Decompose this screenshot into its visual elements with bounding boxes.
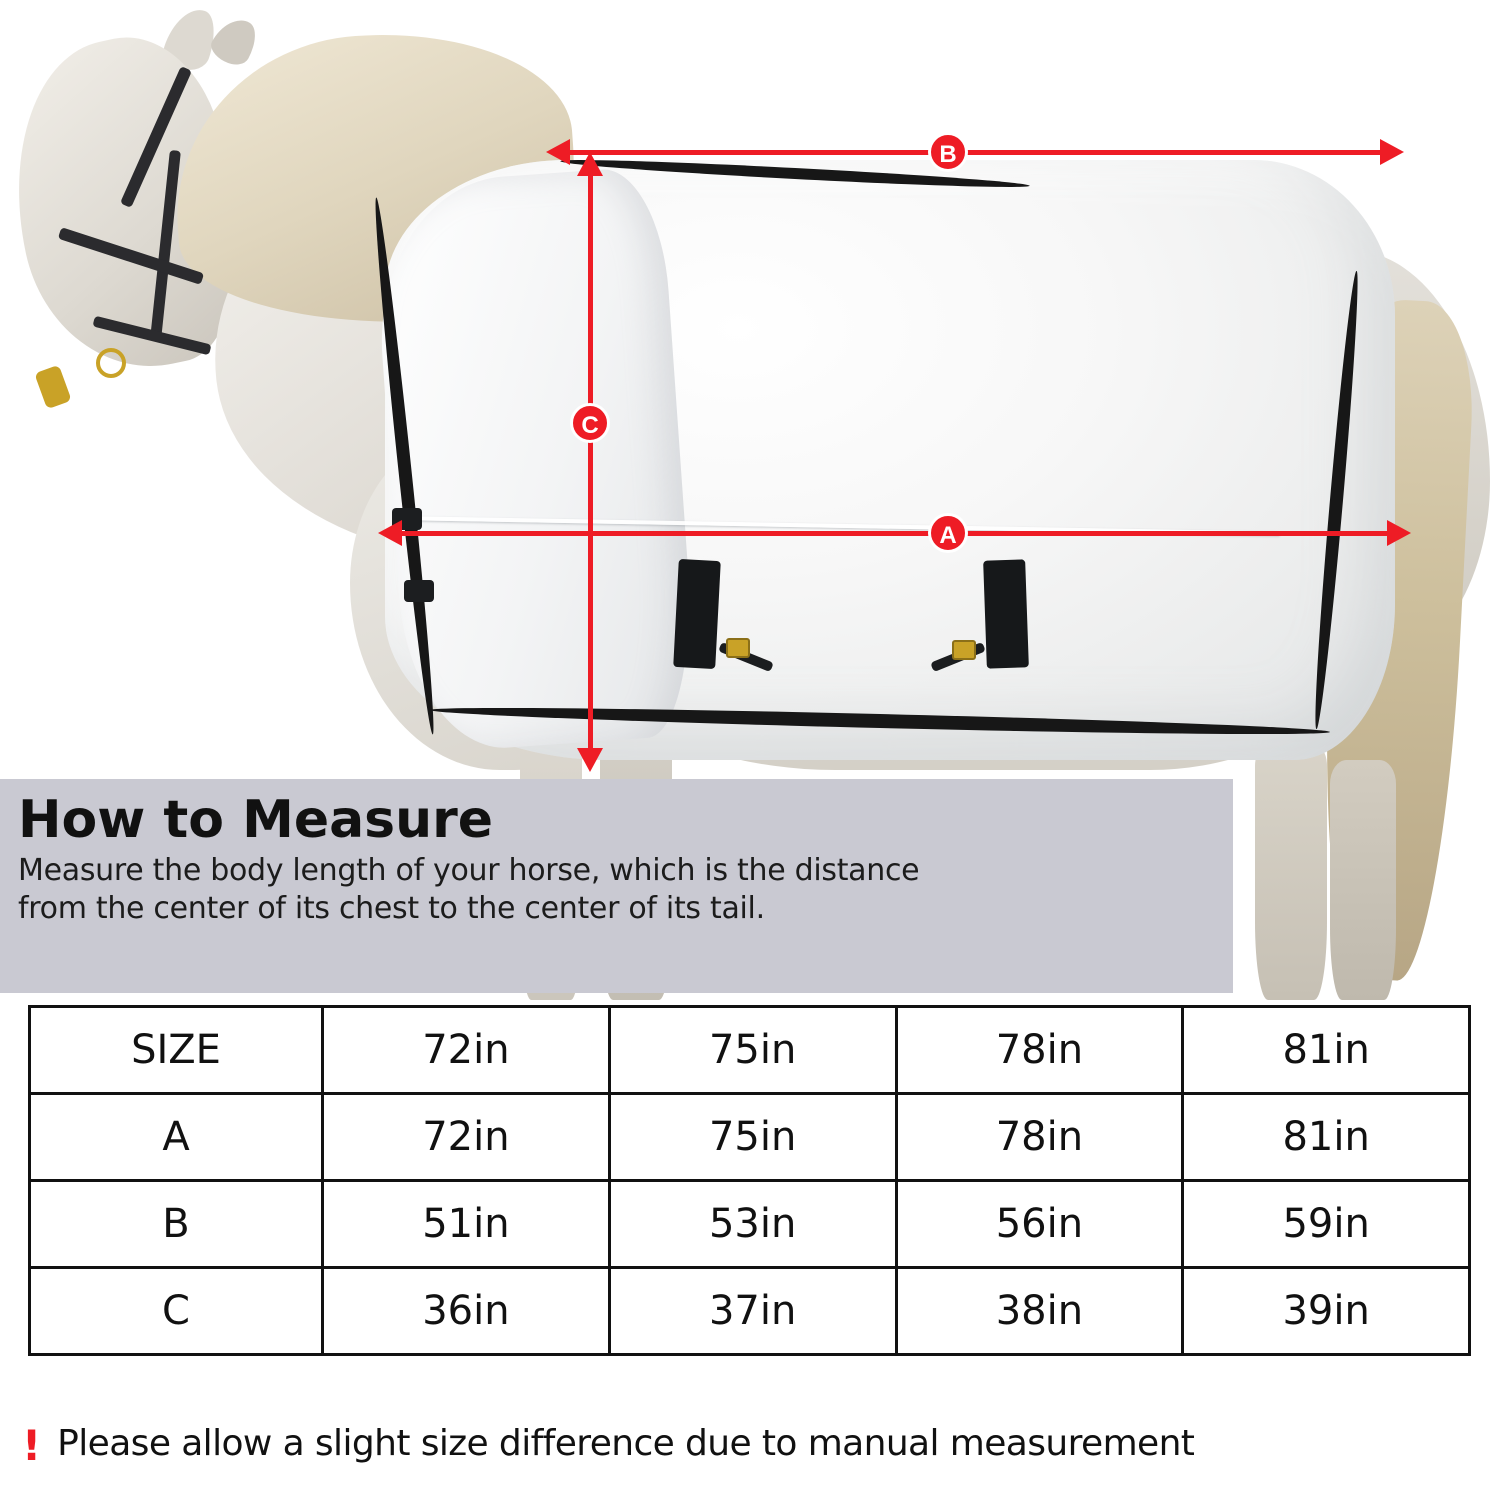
measure-line-a [402,531,1387,536]
table-cell: 75in [609,1094,896,1181]
table-cell: 78in [896,1094,1183,1181]
table-cell: 53in [609,1181,896,1268]
belly-strap [983,559,1029,668]
halter-ring-icon [96,348,126,378]
table-cell: 72in [323,1094,610,1181]
table-cell: 37in [609,1268,896,1355]
how-to-measure-line-2: from the center of its chest to the center of its tail. [18,890,765,926]
table-cell: 78in [896,1007,1183,1094]
disclaimer-text: Please allow a slight size difference due to manual measurement [57,1423,1195,1464]
measure-badge-a: A [928,513,968,553]
table-cell: 72in [323,1007,610,1094]
measure-line-c [588,175,593,750]
table-row [30,1181,1470,1268]
table-cell: 59in [1183,1181,1470,1268]
measure-arrow-a-left [378,520,402,546]
belly-strap [673,559,721,669]
how-to-measure-title: How to Measure [18,790,494,850]
table-row [30,1094,1470,1181]
measure-arrow-c-down [577,748,603,772]
disclaimer-note [22,1421,1482,1470]
measure-arrow-c-up [577,152,603,176]
horse-hind-leg [1255,740,1327,1000]
table-cell: 81in [1183,1094,1470,1181]
measure-arrow-b-right [1380,139,1404,165]
measure-line-b [570,150,1380,155]
measure-badge-b: B [928,132,968,172]
measure-arrow-b-left [546,139,570,165]
size-chart-table [28,1005,1471,1356]
measure-arrow-a-right [1387,520,1411,546]
how-to-measure-banner [0,779,1233,993]
how-to-measure-line-1: Measure the body length of your horse, which is the distance [18,852,920,888]
lead-clip-icon [34,365,71,410]
exclamation-icon: ! [22,1421,42,1470]
table-row-label: SIZE [30,1007,323,1094]
table-row-label: A [30,1094,323,1181]
buckle-icon [952,640,976,660]
measure-badge-c: C [570,403,610,443]
table-row [30,1268,1470,1355]
buckle-icon [726,638,750,658]
horse-hind-leg [1330,760,1396,1000]
table-row-label: C [30,1268,323,1355]
table-cell: 51in [323,1181,610,1268]
table-cell: 81in [1183,1007,1470,1094]
chest-closure-clip [404,580,434,602]
table-cell: 56in [896,1181,1183,1268]
fly-sheet-shoulder [370,166,699,755]
table-cell: 38in [896,1268,1183,1355]
size-chart [28,1005,1471,1356]
table-cell: 36in [323,1268,610,1355]
table-cell: 75in [609,1007,896,1094]
horse-ear-icon [207,11,264,70]
table-row-label: B [30,1181,323,1268]
table-row [30,1007,1470,1094]
table-cell: 39in [1183,1268,1470,1355]
